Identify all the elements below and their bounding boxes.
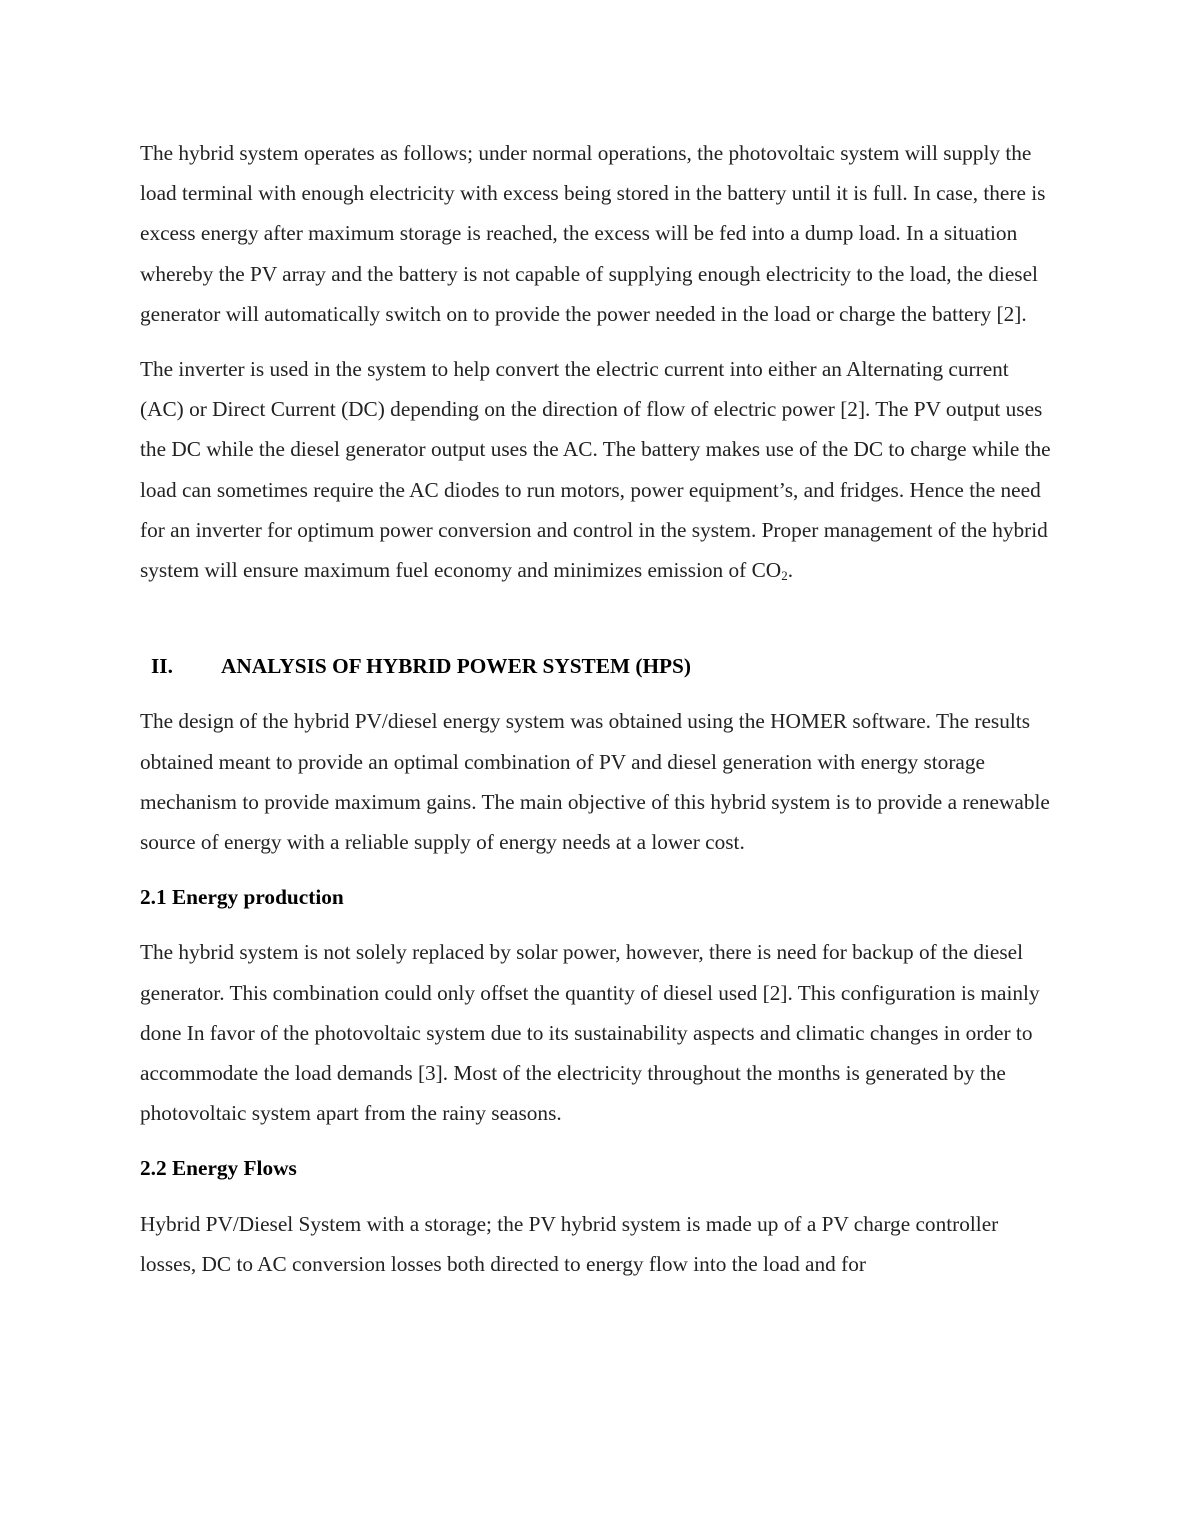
section-heading-analysis xyxy=(140,646,1055,686)
section-title: ANALYSIS OF HYBRID POWER SYSTEM (HPS) xyxy=(221,654,691,679)
paragraph-hybrid-operation: The hybrid system operates as follows; under normal operations, the photovoltaic system will supply the load terminal with enough electricity with excess being stored in the battery until it is full. In case, there is excess energy after maximum storage is reached, the excess will be fed into a dump load. In a situation whereby the PV array and the battery is not capable of supplying enough electricity to the load, the diesel generator will automatically switch on to provide the power needed in the load or charge the battery [2]. xyxy=(140,141,1046,326)
paragraph-inverter-end: . xyxy=(787,558,794,583)
co2-subscript: 2 xyxy=(781,568,788,584)
document-page xyxy=(140,133,1055,1284)
section-number: II. xyxy=(151,654,173,679)
paragraph-inverter-text: The inverter is used in the system to help convert the electric current into either an Alternating current (AC) or Direct Current (DC) depending on the direction of flow of electric power [2]. The PV output uses the DC while the diesel generator output uses the AC. The battery makes use of the DC to charge while the load can sometimes require the AC diodes to run motors, power equipment’s, and fridges. Hence the need for an inverter for optimum power conversion and control in the system. Proper management of the hybrid system will ensure maximum fuel economy and minimizes emission of CO xyxy=(140,357,1051,583)
paragraph-energy-production: The hybrid system is not solely replaced by solar power, however, there is need for backup of the diesel generator. This combination could only offset the quantity of diesel used [2]. This configuration is mainly done In favor of the photovoltaic system due to its sustainability aspects and climatic changes in order to accommodate the load demands [3]. Most of the electricity throughout the months is generated by the photovoltaic system apart from the rainy seasons. xyxy=(140,940,1040,1126)
subsection-heading-energy-flows: 2.2 Energy Flows xyxy=(140,1156,297,1181)
paragraph-design: The design of the hybrid PV/diesel energy system was obtained using the HOMER software. The results obtained meant to provide an optimal combination of PV and diesel generation with energy storage mechanism to provide maximum gains. The main objective of this hybrid system is to provide a renewable source of energy with a reliable supply of energy needs at a lower cost. xyxy=(140,709,1050,855)
paragraph-inverter xyxy=(140,349,1055,590)
subsection-heading-energy-production: 2.1 Energy production xyxy=(140,885,344,910)
paragraph-energy-flows: Hybrid PV/Diesel System with a storage; the PV hybrid system is made up of a PV charge controller losses, DC to AC conversion losses both directed to energy flow into the load and for xyxy=(140,1211,999,1276)
